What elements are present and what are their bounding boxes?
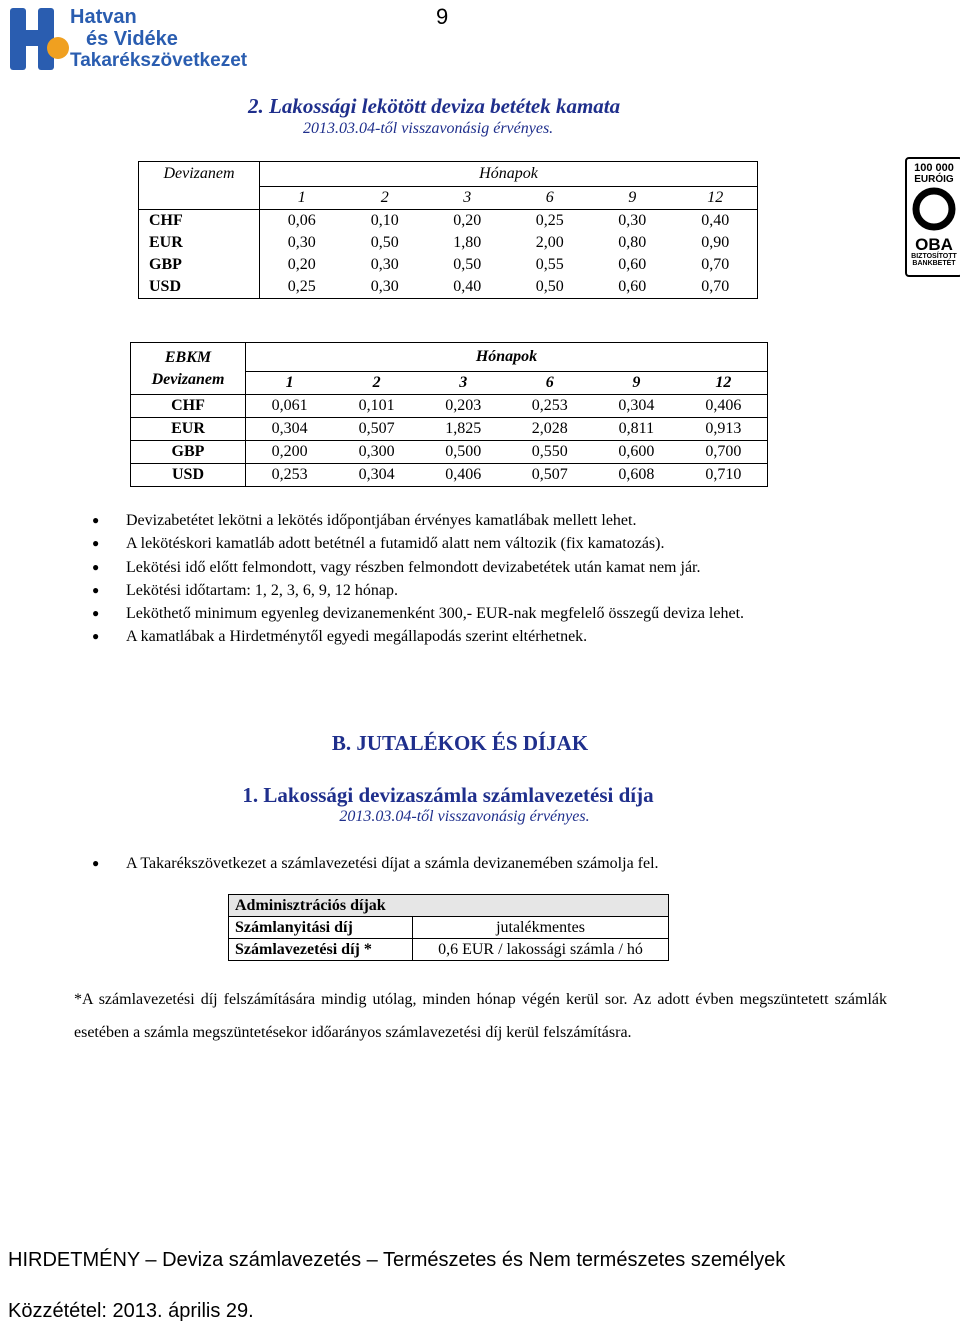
rate-cell: 0,811: [593, 418, 680, 441]
oba-ring-icon: [912, 187, 956, 231]
rate-cell: 0,55: [535, 255, 564, 273]
rate-cell: 0,203: [420, 395, 507, 418]
currency-header: Devizanem: [139, 162, 260, 187]
rate-cell: 0,700: [680, 441, 768, 464]
note-item: ● A kamatlábak a Hirdetménytől egyedi megállapodás szerint eltérhetnek.: [92, 625, 744, 648]
ebkm-table: [130, 342, 768, 487]
logo-line-2: és Vidéke: [86, 28, 178, 50]
logo-line-3: Takarékszövetkezet: [70, 50, 248, 71]
fees-table: [228, 894, 669, 961]
month-column-header: 1: [260, 186, 344, 209]
rate-cell: 0,500: [420, 441, 507, 464]
badge-currency: EURÓIG: [914, 174, 954, 185]
rate-cell: 0,30: [591, 209, 674, 232]
currency-cell: CHF: [139, 209, 260, 232]
rate-cell: 0,70: [673, 254, 757, 276]
currency-cell: CHF: [131, 395, 246, 418]
rate-cell: 2,028: [506, 418, 593, 441]
month-column-header: 3: [459, 374, 468, 391]
rate-cell: 0,50: [508, 276, 591, 299]
rate-cell: 0,710: [680, 464, 768, 487]
ebkm-label: EBKM: [164, 348, 212, 366]
rate-cell: 0,253: [246, 464, 334, 487]
table-row: [139, 276, 758, 299]
currency-cell: EUR: [139, 232, 260, 254]
rate-cell: 0,507: [333, 418, 420, 441]
rate-cell: 0,40: [673, 209, 757, 232]
note-item: ● Devizabetétet lekötni a lekötés időpontjában érvényes kamatlábak mellett lehet.: [92, 509, 744, 532]
rate-cell: 0,10: [343, 209, 426, 232]
month-column-header: 2: [372, 374, 381, 391]
rate-cell: 1,825: [420, 418, 507, 441]
company-logo: [8, 6, 283, 72]
section-title: 2. Lakossági lekötött deviza betétek kamata: [248, 94, 621, 118]
rate-cell: 0,20: [287, 255, 316, 273]
currency-cell: EUR: [131, 418, 246, 441]
rate-cell: 0,600: [593, 441, 680, 464]
notes-list: [92, 509, 744, 649]
section-b-validity: 2013.03.04-től visszavonásig érvényes.: [339, 808, 590, 825]
note-item: ● Lekötési időtartam: 1, 2, 3, 6, 9, 12 hónap.: [92, 579, 744, 602]
rate-cell: 0,507: [506, 464, 593, 487]
rate-cell: 0,40: [426, 276, 509, 299]
section-validity: 2013.03.04-től visszavonásig érvényes.: [303, 120, 554, 137]
rate-cell: 0,304: [593, 395, 680, 418]
ebkm-currency-label: Devizanem: [151, 370, 225, 388]
currency-cell: GBP: [131, 441, 246, 464]
rate-cell: 0,30: [287, 233, 316, 251]
rate-cell: 0,50: [370, 233, 399, 251]
footer-date: Közzététel: 2013. április 29.: [8, 1300, 254, 1322]
section-b-note-list: [92, 852, 659, 875]
month-column-header: 9: [628, 188, 637, 206]
rate-cell: 0,304: [333, 464, 420, 487]
rate-cell: 0,061: [246, 395, 334, 418]
month-column-header: 6: [545, 374, 554, 391]
currency-cell: USD: [139, 276, 260, 299]
section-b-title: B. JUTALÉKOK ÉS DÍJAK: [331, 731, 589, 755]
rate-cell: 0,200: [246, 441, 334, 464]
rate-cell: 0,25: [508, 209, 591, 232]
rate-cell: 0,60: [591, 276, 674, 299]
table-row: [139, 232, 758, 254]
rate-cell: 1,80: [453, 233, 482, 251]
table-row: [131, 418, 768, 441]
table-row: [131, 464, 768, 487]
rate-cell: 0,406: [420, 464, 507, 487]
rate-cell: 0,30: [370, 255, 399, 273]
rate-cell: 0,406: [680, 395, 768, 418]
table-row: [139, 209, 758, 232]
oba-deposit-badge: [905, 157, 960, 277]
month-column-header: 6: [545, 188, 554, 206]
footnote: *A számlavezetési díj felszámítására mindig utólag, minden hónap végén kerül sor. Az adott évben megszüntetett számlák esetében a számla megszüntetésekor időarányos számlavezetési díj kerül felszámításra.: [74, 991, 887, 1041]
month-column-header: 3: [463, 188, 472, 206]
rate-cell: 0,20: [426, 209, 509, 232]
logo-line-1: Hatvan: [70, 6, 137, 28]
month-column-header: 9: [632, 374, 641, 391]
rate-cell: 0,300: [333, 441, 420, 464]
table-row: [139, 254, 758, 276]
rate-cell: 0,70: [673, 276, 757, 299]
rate-cell: 0,608: [593, 464, 680, 487]
table-row: [131, 395, 768, 418]
rate-cell: 0,304: [246, 418, 334, 441]
logo-mark-icon: [8, 6, 70, 72]
rate-cell: 0,25: [260, 276, 344, 299]
rate-cell: 0,101: [333, 395, 420, 418]
rate-cell: 2,00: [535, 233, 564, 251]
month-column-header: 12: [680, 372, 768, 395]
ebkm-months-header: Hónapok: [246, 343, 768, 372]
badge-line-4: BANKBETÉT: [912, 260, 956, 267]
table-row: [131, 441, 768, 464]
fee-label: Számlavezetési díj *: [229, 939, 413, 961]
rate-cell: 0,253: [506, 395, 593, 418]
fee-label: Számlanyitási díj: [229, 917, 413, 939]
rate-cell: 0,50: [453, 255, 482, 273]
badge-brand: OBA: [915, 235, 953, 254]
rate-cell: 0,80: [618, 233, 647, 251]
badge-amount: 100 000: [914, 162, 954, 174]
ebkm-header: [131, 343, 246, 395]
section-b-note: ● A Takarékszövetkezet a számlavezetési díjat a számla devizanemében számolja fel.: [92, 852, 659, 875]
month-column-header: 12: [673, 186, 757, 209]
section-b-subtitle: 1. Lakossági devizaszámla számlavezetési díja: [242, 783, 654, 807]
footer-title: HIRDETMÉNY – Deviza számlavezetés – Természetes és Nem természetes személyek: [8, 1249, 786, 1271]
badge-line-3: BIZTOSÍTOTT: [911, 253, 957, 260]
rate-cell: 0,30: [343, 276, 426, 299]
rate-cell: 0,550: [506, 441, 593, 464]
month-column-header: 1: [285, 374, 294, 391]
fee-value: 0,6 EUR / lakossági számla / hó: [413, 939, 669, 961]
note-item: ● Leköthető minimum egyenleg devizanemenként 300,- EUR-nak megfelelő összegű deviza lehet.: [92, 602, 744, 625]
fees-header: Adminisztrációs díjak: [229, 895, 669, 917]
currency-cell: USD: [131, 464, 246, 487]
page-number: 9: [436, 4, 449, 29]
rate-cell: 0,90: [673, 232, 757, 254]
months-header: Hónapok: [260, 162, 758, 187]
fee-value: jutalékmentes: [413, 917, 669, 939]
note-item: ● Lekötési idő előtt felmondott, vagy részben felmondott devizabetétek után kamat nem jár.: [92, 556, 744, 579]
rate-cell: 0,913: [680, 418, 768, 441]
currency-cell: GBP: [139, 254, 260, 276]
note-item: ● A lekötéskori kamatláb adott betétnél a futamidő alatt nem változik (fix kamatozás).: [92, 532, 744, 555]
rate-cell: 0,06: [260, 209, 344, 232]
rate-cell: 0,60: [618, 255, 647, 273]
month-column-header: 2: [380, 188, 389, 206]
rates-table: [138, 161, 758, 299]
